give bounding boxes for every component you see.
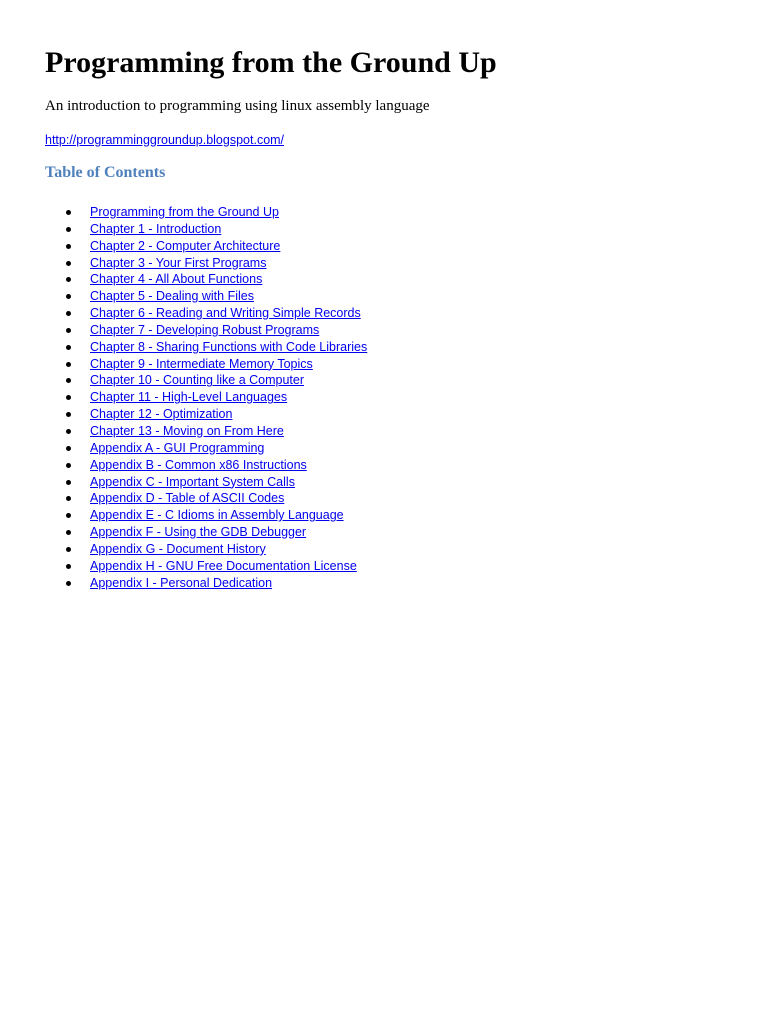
toc-link[interactable]: Appendix D - Table of ASCII Codes	[90, 491, 285, 506]
bullet-icon	[66, 362, 71, 367]
bullet-icon	[66, 227, 71, 232]
toc-list-item	[0, 558, 367, 575]
toc-list	[0, 204, 367, 591]
toc-link[interactable]: Chapter 10 - Counting like a Computer	[90, 373, 305, 388]
bullet-icon	[66, 345, 71, 350]
toc-list-item	[0, 322, 367, 339]
toc-list-item	[0, 423, 367, 440]
toc-list-item	[0, 356, 367, 373]
bullet-icon	[66, 513, 71, 518]
toc-link[interactable]: Chapter 13 - Moving on From Here	[90, 423, 284, 438]
toc-link[interactable]: Appendix F - Using the GDB Debugger	[90, 525, 307, 540]
bullet-icon	[66, 564, 71, 569]
toc-list-item	[0, 440, 367, 457]
bullet-icon	[66, 311, 71, 316]
bullet-icon	[66, 261, 71, 266]
toc-heading: Table of Contents	[45, 164, 166, 181]
toc-list-item	[0, 372, 367, 389]
bullet-icon	[66, 328, 71, 333]
toc-link[interactable]: Appendix C - Important System Calls	[90, 474, 295, 489]
bullet-icon	[66, 446, 71, 451]
bullet-icon	[66, 412, 71, 417]
toc-list-item	[0, 575, 367, 592]
toc-link[interactable]: Chapter 5 - Dealing with Files	[90, 289, 254, 304]
toc-list-item	[0, 255, 367, 272]
bullet-icon	[66, 480, 71, 485]
bullet-icon	[66, 496, 71, 501]
toc-list-item	[0, 204, 367, 221]
toc-link[interactable]: Chapter 7 - Developing Robust Programs	[90, 322, 320, 337]
toc-link[interactable]: Appendix G - Document History	[90, 541, 266, 556]
bullet-icon	[66, 395, 71, 400]
toc-link[interactable]: Chapter 3 - Your First Programs	[90, 255, 267, 270]
document-subtitle: An introduction to programming using linux assembly language	[45, 98, 430, 114]
bullet-icon	[66, 547, 71, 552]
toc-list-item	[0, 524, 367, 541]
toc-list-item	[0, 389, 367, 406]
bullet-icon	[66, 429, 71, 434]
blog-url-link[interactable]: http://programminggroundup.blogspot.com/	[45, 133, 285, 147]
document-title: Programming from the Ground Up	[45, 46, 497, 79]
toc-list-item	[0, 238, 367, 255]
toc-list-item	[0, 490, 367, 507]
toc-link[interactable]: Chapter 6 - Reading and Writing Simple Records	[90, 306, 361, 321]
toc-link[interactable]: Chapter 11 - High-Level Languages	[90, 390, 288, 405]
bullet-icon	[66, 210, 71, 215]
bullet-icon	[66, 294, 71, 299]
toc-link[interactable]: Chapter 4 - All About Functions	[90, 272, 263, 287]
bullet-icon	[66, 581, 71, 586]
toc-list-item	[0, 541, 367, 558]
toc-link[interactable]: Appendix A - GUI Programming	[90, 440, 265, 455]
toc-link[interactable]: Programming from the Ground Up	[90, 205, 279, 219]
toc-link[interactable]: Appendix H - GNU Free Documentation License	[90, 558, 357, 573]
bullet-icon	[66, 463, 71, 468]
toc-list-item	[0, 507, 367, 524]
toc-list-item	[0, 305, 367, 322]
bullet-icon	[66, 378, 71, 383]
toc-link[interactable]: Chapter 2 - Computer Architecture	[90, 238, 281, 253]
toc-list-item	[0, 339, 367, 356]
toc-list-item	[0, 288, 367, 305]
bullet-icon	[66, 244, 71, 249]
toc-list-item	[0, 271, 367, 288]
toc-list-item	[0, 474, 367, 491]
toc-link[interactable]: Appendix I - Personal Dedication	[90, 575, 273, 590]
toc-list-item	[0, 406, 367, 423]
bullet-icon	[66, 530, 71, 535]
toc-list-item	[0, 221, 367, 238]
bullet-icon	[66, 277, 71, 282]
toc-link[interactable]: Appendix E - C Idioms in Assembly Language	[90, 508, 344, 523]
toc-link[interactable]: Chapter 1 - Introduction	[90, 221, 222, 236]
toc-list-item	[0, 457, 367, 474]
toc-link[interactable]: Chapter 8 - Sharing Functions with Code Libraries	[90, 339, 368, 354]
toc-link[interactable]: Chapter 12 - Optimization	[90, 407, 233, 422]
toc-link[interactable]: Appendix B - Common x86 Instructions	[90, 457, 307, 472]
toc-link[interactable]: Chapter 9 - Intermediate Memory Topics	[90, 356, 313, 371]
